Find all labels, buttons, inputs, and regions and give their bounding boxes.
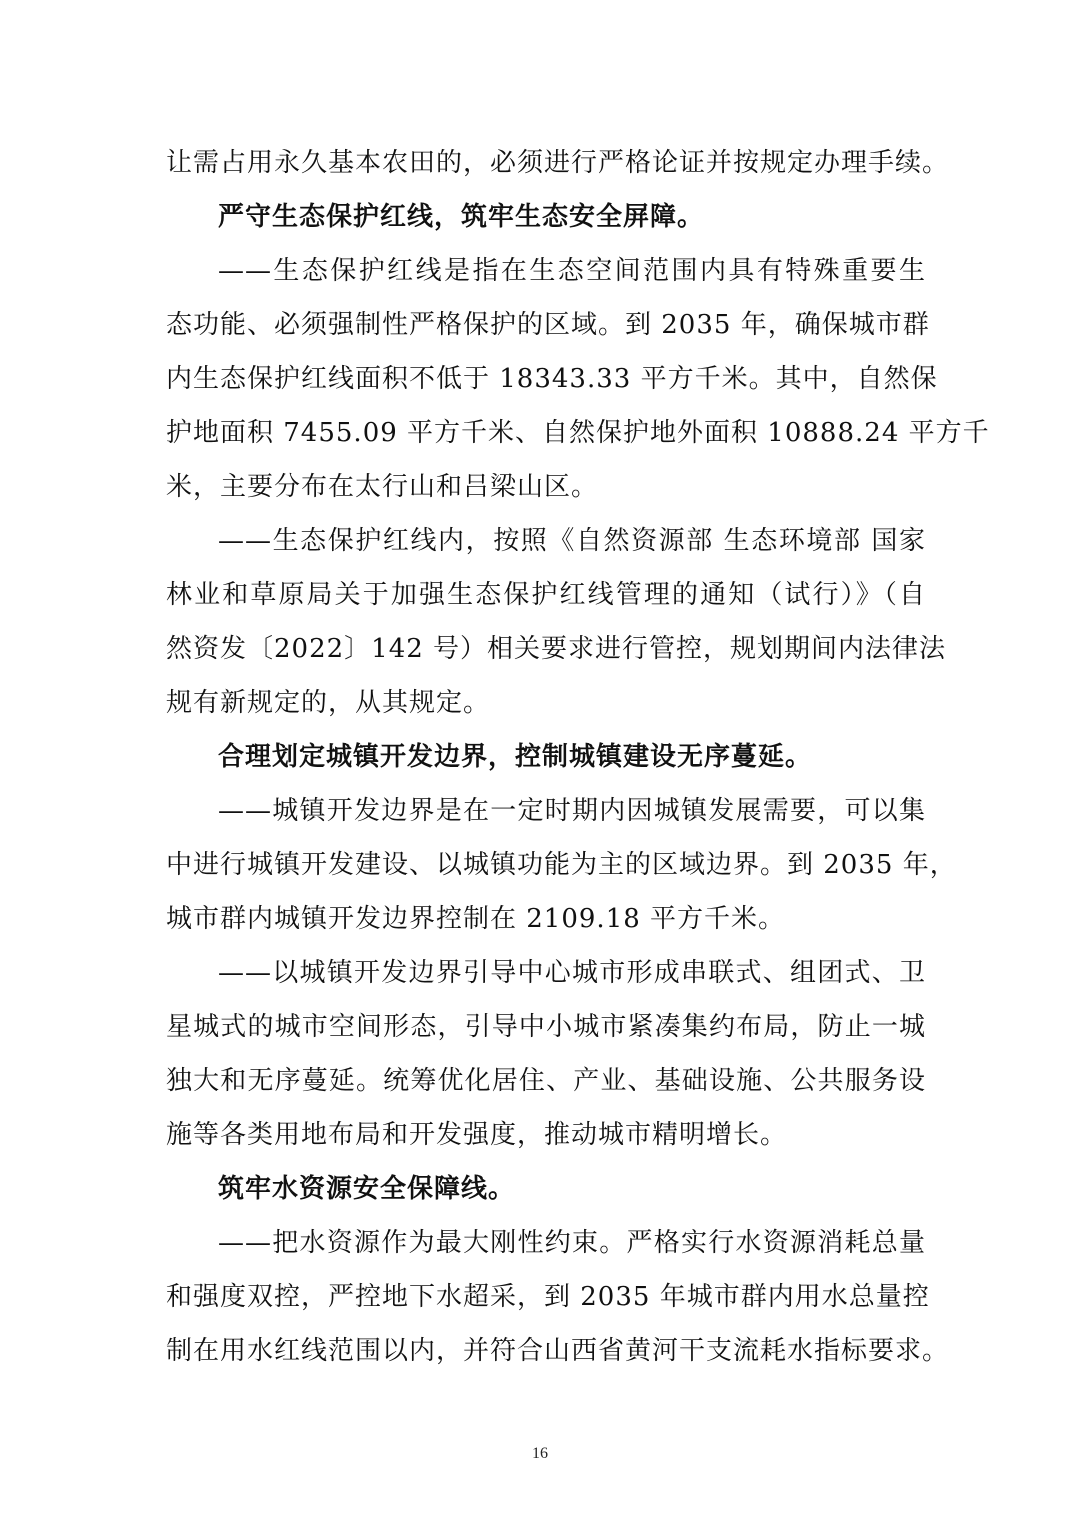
- body-line: 然资发〔2022〕142 号）相关要求进行管控，规划期间内法律法: [166, 634, 947, 664]
- section-heading: 筑牢水资源安全保障线。: [218, 1174, 516, 1204]
- body-line: 星城式的城市空间形态，引导中小城市紧凑集约布局，防止一城: [166, 1012, 926, 1042]
- body-line: ——把水资源作为最大刚性约束。严格实行水资源消耗总量: [218, 1228, 926, 1258]
- body-line: ——以城镇开发边界引导中心城市形成串联式、组团式、卫: [218, 958, 926, 988]
- body-line: 内生态保护红线面积不低于 18343.33 平方千米。其中，自然保: [166, 364, 938, 394]
- body-line: 制在用水红线范围以内，并符合山西省黄河干支流耗水指标要求。: [166, 1336, 950, 1366]
- body-line: ——城镇开发边界是在一定时期内因城镇发展需要，可以集: [218, 796, 926, 826]
- body-line: 米，主要分布在太行山和吕梁山区。: [166, 472, 599, 502]
- section-heading: 严守生态保护红线，筑牢生态安全屏障。: [218, 202, 705, 232]
- body-line: 态功能、必须强制性严格保护的区域。到 2035 年，确保城市群: [166, 310, 930, 340]
- body-line: 规有新规定的，从其规定。: [166, 688, 491, 718]
- body-line: 林业和草原局关于加强生态保护红线管理的通知（试行）》（自: [166, 580, 926, 610]
- body-line: 城市群内城镇开发边界控制在 2109.18 平方千米。: [166, 904, 786, 934]
- body-line: ——生态保护红线内，按照《自然资源部 生态环境部 国家: [218, 526, 926, 556]
- body-line: 施等各类用地布局和开发强度，推动城市精明增长。: [166, 1120, 788, 1150]
- body-line: 中进行城镇开发建设、以城镇功能为主的区域边界。到 2035 年，: [166, 850, 957, 880]
- page-number: 16: [532, 1445, 548, 1462]
- body-line: 让需占用永久基本农田的，必须进行严格论证并按规定办理手续。: [166, 148, 950, 178]
- body-line: 独大和无序蔓延。统筹优化居住、产业、基础设施、公共服务设: [166, 1066, 926, 1096]
- body-line: ——生态保护红线是指在生态空间范围内具有特殊重要生: [218, 256, 926, 286]
- body-line: 护地面积 7455.09 平方千米、自然保护地外面积 10888.24 平方千: [166, 418, 990, 448]
- body-line: 和强度双控，严控地下水超采，到 2035 年城市群内用水总量控: [166, 1282, 930, 1312]
- section-heading: 合理划定城镇开发边界，控制城镇建设无序蔓延。: [218, 742, 813, 772]
